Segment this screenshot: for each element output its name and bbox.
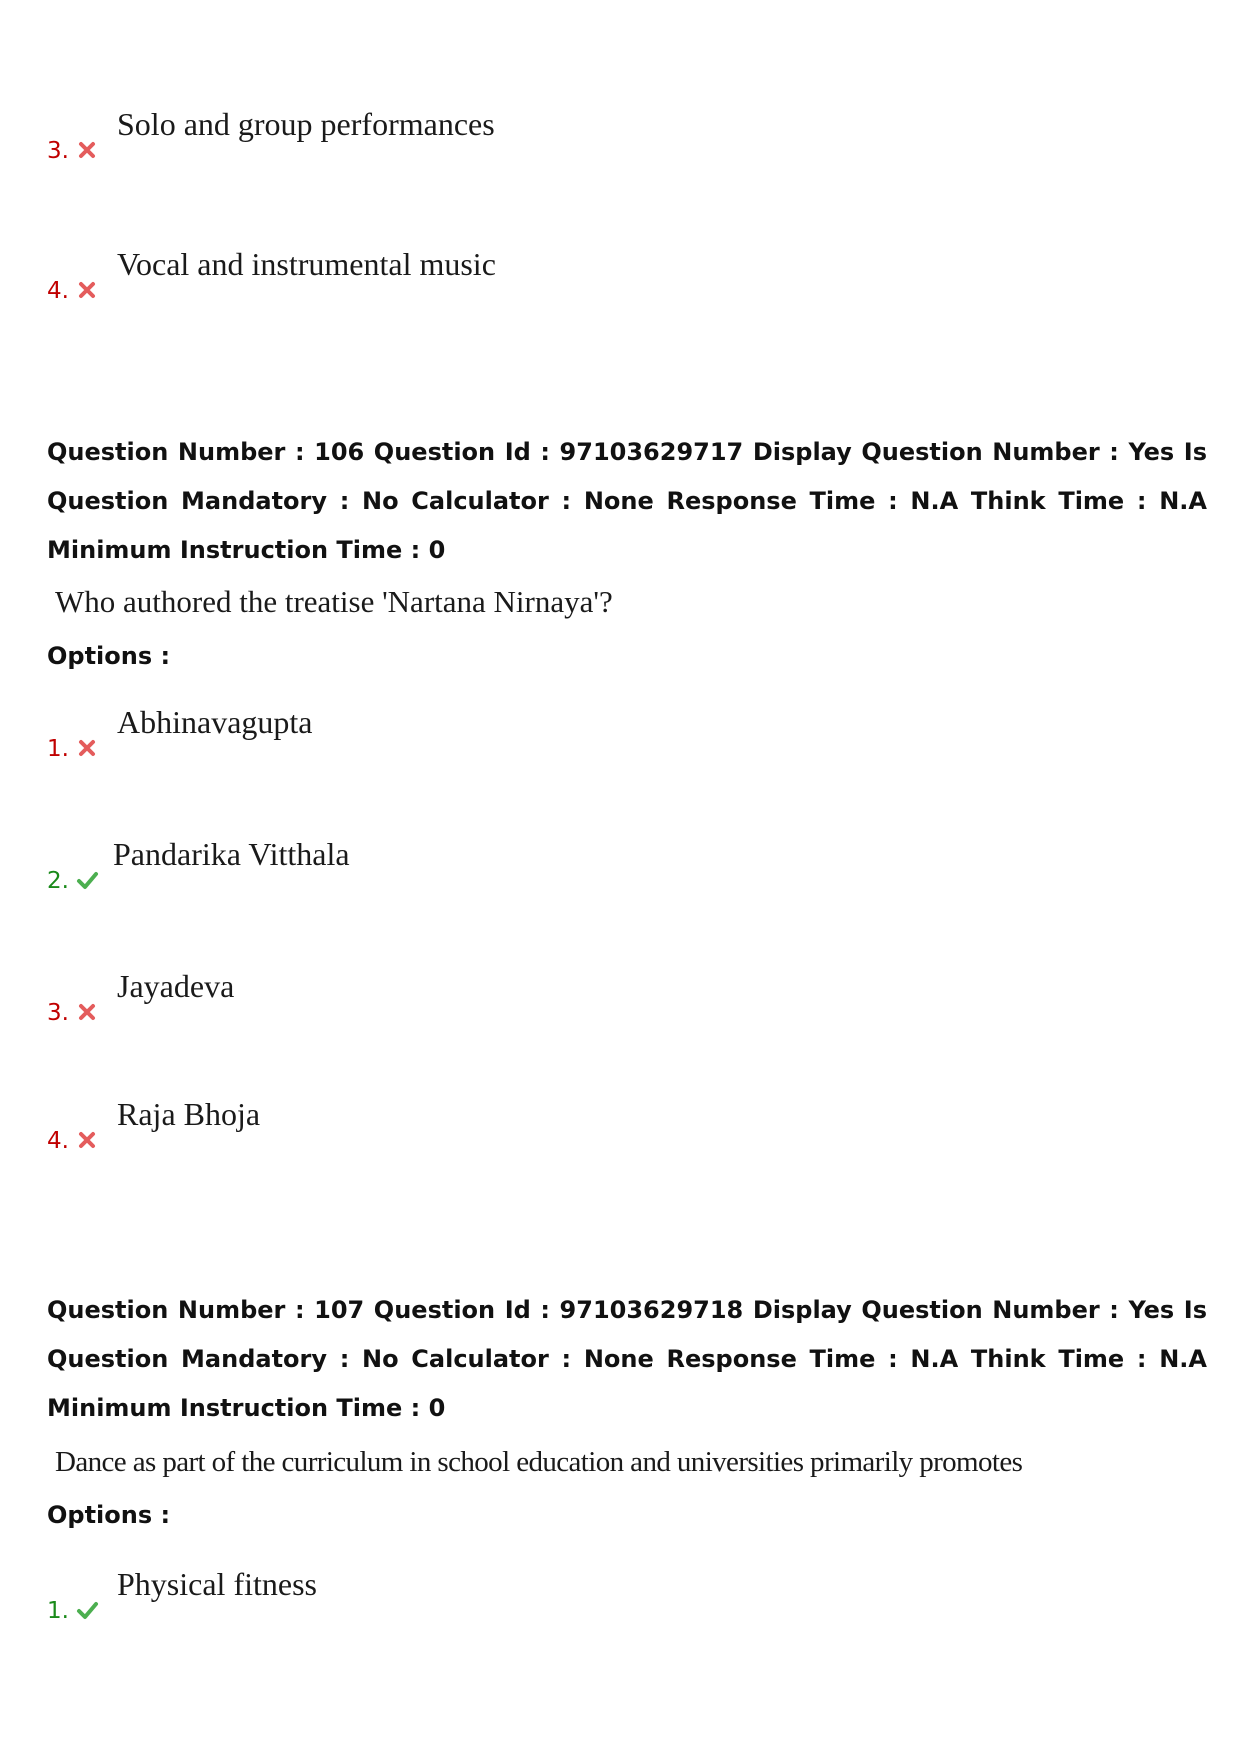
option-row: [47, 1564, 1197, 1624]
option-text: Solo and group performances: [117, 106, 495, 142]
option-number: 2.: [47, 868, 69, 894]
option-text: Jayadeva: [117, 968, 235, 1004]
question-meta: Question Number : 106 Question Id : 97103629717 Display Question Number : Yes Is Question Mandatory : No Calculator : None Response Time : N.A Think Time : N.A Minimum Instruction Time : 0: [47, 438, 1207, 564]
option-number: 3.: [47, 138, 69, 164]
options-label: Options :: [47, 642, 171, 670]
question-text: Who authored the treatise 'Nartana Nirnaya'?: [55, 584, 613, 619]
option-row: [47, 834, 1197, 894]
cross-icon: [77, 1002, 97, 1022]
option-number: 1.: [47, 1598, 69, 1624]
option-text: Raja Bhoja: [117, 1096, 261, 1132]
option-text: Abhinavagupta: [117, 704, 313, 740]
cross-icon: [77, 738, 97, 758]
option-number: 1.: [47, 736, 69, 762]
cross-icon: [77, 280, 97, 300]
option-row: [47, 104, 1197, 164]
check-icon: [75, 1600, 99, 1620]
option-row: [47, 244, 1197, 304]
cross-icon: [77, 140, 97, 160]
option-text: Pandarika Vitthala: [113, 836, 350, 872]
option-row: [47, 966, 1197, 1026]
question-meta: Question Number : 107 Question Id : 97103629718 Display Question Number : Yes Is Question Mandatory : No Calculator : None Response Time : N.A Think Time : N.A Minimum Instruction Time : 0: [47, 1296, 1207, 1422]
question-text: Dance as part of the curriculum in school education and universities primarily promotes: [55, 1446, 1023, 1478]
option-number: 3.: [47, 1000, 69, 1026]
option-number: 4.: [47, 1128, 69, 1154]
option-text: Physical fitness: [117, 1566, 317, 1602]
option-text: Vocal and instrumental music: [117, 246, 496, 282]
option-row: [47, 702, 1197, 762]
option-row: [47, 1094, 1197, 1154]
cross-icon: [77, 1130, 97, 1150]
option-number: 4.: [47, 278, 69, 304]
options-label: Options :: [47, 1501, 171, 1529]
check-icon: [75, 870, 99, 890]
